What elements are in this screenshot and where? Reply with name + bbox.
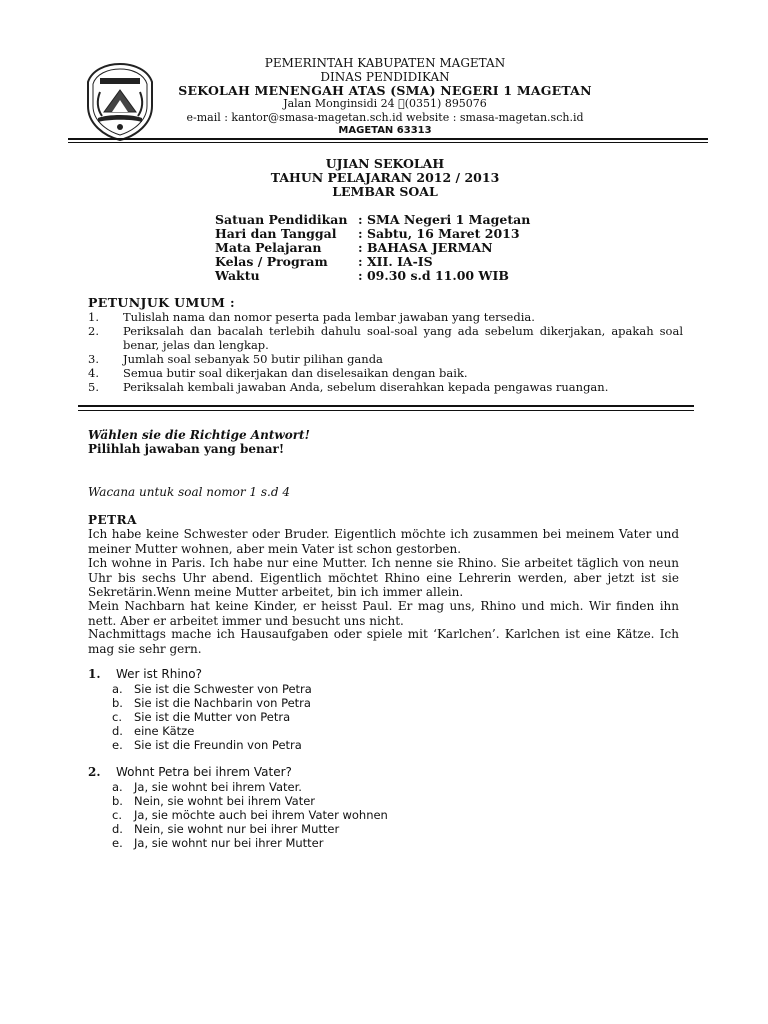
option-text: Sie ist die Nachbarin von Petra bbox=[134, 696, 311, 710]
option-letter: e. bbox=[112, 836, 123, 850]
option-text: eine Kätze bbox=[134, 724, 195, 738]
question-text: Wer ist Rhino? bbox=[116, 667, 202, 681]
option-text: Nein, sie wohnt nur bei ihrer Mutter bbox=[134, 822, 340, 836]
exam-title: UJIAN SEKOLAH bbox=[325, 156, 445, 171]
option-letter: d. bbox=[112, 822, 123, 836]
option-text: Ja, sie wohnt bei ihrem Vater. bbox=[134, 780, 302, 794]
answer-option bbox=[112, 682, 312, 696]
option-letter: c. bbox=[112, 808, 122, 822]
instruction-number: 1. bbox=[88, 310, 99, 324]
letterhead-address: Jalan Monginsidi 24  (0351) 895076 bbox=[283, 97, 487, 110]
instructions-title: PETUNJUK UMUM : bbox=[88, 295, 236, 310]
identity-row bbox=[215, 254, 433, 269]
question-number: 1. bbox=[88, 667, 101, 681]
letterhead-city: MAGETAN 63313 bbox=[338, 125, 432, 136]
instruction-number: 3. bbox=[88, 352, 99, 366]
identity-value: : 09.30 s.d 11.00 WIB bbox=[358, 268, 509, 283]
answer-option bbox=[112, 808, 388, 822]
option-text: Ja, sie möchte auch bei ihrem Vater wohnen bbox=[134, 808, 388, 822]
identity-label: Satuan Pendidikan bbox=[215, 212, 348, 227]
instruction-text: Periksalah kembali jawaban Anda, sebelum diserahkan kepada pengawas ruangan. bbox=[123, 380, 609, 394]
identity-value: : BAHASA JERMAN bbox=[358, 240, 493, 255]
question-text: Wohnt Petra bei ihrem Vater? bbox=[116, 765, 292, 779]
identity-row bbox=[215, 212, 530, 227]
instruction-item bbox=[88, 366, 683, 380]
identity-value: : SMA Negeri 1 Magetan bbox=[358, 212, 531, 227]
instruction-number: 4. bbox=[88, 366, 99, 380]
command-german: Wählen sie die Richtige Antwort! bbox=[88, 428, 310, 442]
option-letter: b. bbox=[112, 794, 123, 808]
letterhead-school-name: SEKOLAH MENENGAH ATAS (SMA) NEGERI 1 MAGETAN bbox=[178, 83, 592, 98]
letterhead-rule bbox=[68, 138, 708, 140]
identity-label: Hari dan Tanggal bbox=[215, 226, 337, 241]
instruction-number: 5. bbox=[88, 380, 99, 394]
option-letter: d. bbox=[112, 724, 123, 738]
answer-option bbox=[112, 794, 315, 808]
answer-option bbox=[112, 724, 194, 738]
identity-row bbox=[215, 240, 493, 255]
instruction-number: 2. bbox=[88, 324, 99, 338]
reading-title: PETRA bbox=[88, 513, 137, 527]
identity-value: : XII. IA-IS bbox=[358, 254, 433, 269]
instruction-item bbox=[88, 324, 683, 352]
letterhead-rule-thin bbox=[68, 142, 708, 143]
answer-option bbox=[112, 780, 302, 794]
identity-row bbox=[215, 268, 509, 283]
identity-label: Mata Pelajaran bbox=[215, 240, 322, 255]
instruction-item bbox=[88, 310, 683, 324]
answer-option bbox=[112, 696, 311, 710]
identity-value: : Sabtu, 16 Maret 2013 bbox=[358, 226, 520, 241]
letterhead-department: DINAS PENDIDIKAN bbox=[320, 70, 450, 84]
exam-year: TAHUN PELAJARAN 2012 / 2013 bbox=[270, 170, 500, 185]
instruction-item bbox=[88, 352, 683, 366]
instruction-text: Semua butir soal dikerjakan dan diselesaikan dengan baik. bbox=[123, 366, 468, 380]
option-letter: a. bbox=[112, 682, 123, 696]
reading-paragraph: Mein Nachbarn hat keine Kinder, er heisst Paul. Er mag uns, Rhino und mich. Wir finden ihn nett. Aber er arbeitet immer und besucht uns nicht. bbox=[88, 599, 679, 628]
letterhead-government: PEMERINTAH KABUPATEN MAGETAN bbox=[264, 56, 506, 70]
coat-of-arms-logo bbox=[86, 62, 154, 142]
instruction-text: Tulislah nama dan nomor peserta pada lembar jawaban yang tersedia. bbox=[123, 310, 535, 324]
question-number: 2. bbox=[88, 765, 101, 779]
instruction-item bbox=[88, 380, 683, 394]
option-letter: c. bbox=[112, 710, 122, 724]
letterhead-contact: e-mail : kantor@smasa-magetan.sch.id website : smasa-magetan.sch.id bbox=[186, 111, 584, 124]
option-letter: e. bbox=[112, 738, 123, 752]
option-text: Sie ist die Freundin von Petra bbox=[134, 738, 302, 752]
section-divider-thin bbox=[78, 410, 694, 411]
identity-row bbox=[215, 226, 520, 241]
option-text: Ja, sie wohnt nur bei ihrer Mutter bbox=[134, 836, 324, 850]
option-text: Sie ist die Mutter von Petra bbox=[134, 710, 291, 724]
answer-option bbox=[112, 836, 324, 850]
answer-option bbox=[112, 710, 290, 724]
exam-sheet-label: LEMBAR SOAL bbox=[332, 184, 438, 199]
option-text: Nein, sie wohnt bei ihrem Vater bbox=[134, 794, 316, 808]
option-text: Sie ist die Schwester von Petra bbox=[134, 682, 312, 696]
reading-paragraph: Ich habe keine Schwester oder Bruder. Eigentlich möchte ich zusammen bei meinem Vater und meiner Mutter wohnen, aber mein Vater ist schon gestorben. bbox=[88, 527, 679, 556]
identity-label: Waktu bbox=[215, 268, 260, 283]
option-letter: a. bbox=[112, 780, 123, 794]
section-divider bbox=[78, 405, 694, 407]
answer-option bbox=[112, 822, 339, 836]
command-indonesian: Pilihlah jawaban yang benar! bbox=[88, 442, 285, 456]
identity-label: Kelas / Program bbox=[215, 254, 328, 269]
instruction-text: Jumlah soal sebanyak 50 butir pilihan ganda bbox=[123, 352, 383, 366]
option-letter: b. bbox=[112, 696, 123, 710]
reading-paragraph: Nachmittags mache ich Hausaufgaben oder spiele mit ‘Karlchen’. Karlchen ist eine Kätze. Ich mag sie sehr gern. bbox=[88, 627, 679, 656]
reading-intro: Wacana untuk soal nomor 1 s.d 4 bbox=[88, 485, 290, 499]
instruction-text: Periksalah dan bacalah terlebih dahulu soal-soal yang ada sebelum dikerjakan, apakah soal benar, jelas dan lengkap. bbox=[123, 324, 683, 352]
answer-option bbox=[112, 738, 302, 752]
reading-paragraph: Ich wohne in Paris. Ich habe nur eine Mutter. Ich nenne sie Rhino. Sie arbeitet täglich von neun Uhr bis sechs Uhr abend. Eigentlich möchtet Rhino eine Lehrerin werden, aber jetzt ist sie Sekretärin.Wenn meine Mutter arbeitet, bin ich immer allein. bbox=[88, 556, 679, 599]
